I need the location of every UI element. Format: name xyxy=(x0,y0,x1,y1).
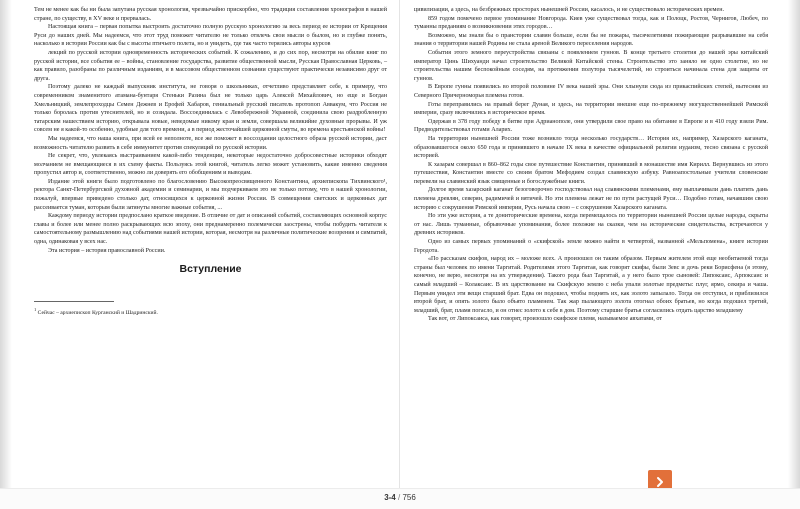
paragraph: Настоящая книга – первая попытка выстроить достаточно полную русскую хронологию за весь период ее истории от Крещения Руси до наших дней. Мы надеемся, что этот труд поможет читателю не только отвлечь свои мысли о былом, но и глубже понять, насколько в истории России как бы с высоты птичьего полета, но и увидеть, где так часто терялись авторы курсов xyxy=(34,24,387,48)
page-counter xyxy=(0,493,800,502)
paragraph: 859 годом помечено первое упоминание Новгорода. Киев уже существовал тогда, как и Полоцк, Ростов, Чернигов, Любеч, по туманны преданиям о возникновении этих городов… xyxy=(414,15,768,31)
paragraph: Издание этой книги было подготовлено по благословению Высокопреосвященного Константина, архиепископа Тихвинского¹, ректора Санкт-Петербургской духовной академии и семинарии, и мы подчеркиваем это не только потому, что в нашей хронологии, пожалуй, впервые приведено столько дат, относящихся к церковной жизни России. В совмещении светских и церковных дат рассеивается туман, которым были затянуты многие важные события, ... xyxy=(34,178,387,211)
paragraph: Поэтому далеко не каждый выпускник института, не говоря о школьниках, отчетливо представляет себе, к примеру, что современником знаменитого атамана-бунтаря Стеньки Разина был не только царь Алексей Михайлович, но еще и Богдан Хмельницкий, землепроходцы Семен Дежнев и Ерофей Хабаров, гениальный русский писатель протопоп Аввакум, что Россия не только боролась против утеснителей, но и созидала. Воссоединилась с Левобережной Украиной, соединила свою раздробленную татарским нашествием историю, открывала новые, неведомые никому края и земли, совершала великийие духовные прорывы. И уж совсем не я какой-то особенно, удобные для того времени, а в период жесточайшей церковной смуты, во времена крестьянской войны! xyxy=(34,84,387,134)
total-pages: 756 xyxy=(402,493,416,502)
left-page-edge xyxy=(0,0,12,488)
chevron-right-icon xyxy=(654,476,666,488)
right-page xyxy=(400,0,800,488)
paragraph: Готы переправились на правый берег Дуная, и здесь, на территории внешне еще по-прежнему могущественнейшей Римской империи, сразу включились в историческое время. xyxy=(414,101,768,117)
footnote-divider xyxy=(34,301,114,302)
paragraph: Мы надеемся, что наша книга, при всей ее неполноте, все же поможет в воссоздании целостного образа русской истории, даст возможность читателю развить в себе иммунитет против спекуляций по русской истории. xyxy=(34,135,387,151)
paragraph: лекций по русской истории одновременность исторических событий. К сожалению, и до сих пор, несмотря на обилие книг по русской истории, все события ее – войны, становление государства, развитие общественной мысли, Русская Православная Церковь, – как правило, разобраны по различным изданиям, и в массовом общественном сознании существуют практически независимо друг от друга. xyxy=(34,49,387,82)
paragraph: К хазарам совершал в 860–862 годы свое путешествие Константин, принявший в монашестве имя Кирилл. Вернувшись из этого путешествия, Константин вместе со своим братом Мефодием создал славянскую азбуку. Равноапостольные учители словенские перевели на славянский язык священные и богослужебные книги. xyxy=(414,161,768,185)
paragraph: Так вот, от Липоксаиса, как говорят, произошло скифское племя, называемое авхатами, от xyxy=(428,316,663,323)
footnote-marker: 1 xyxy=(34,307,37,313)
paragraph: Одно из самых первых упоминаний о «скифской» земле можно найти в четвертой, названной «Мельпомена», книге истории Геродота. xyxy=(414,239,768,254)
paragraph: Но эти уже история, а те дониторические времена, когда перемещалось по территории нынешней России целые народы, скрыты от нас. Лишь туманные, обрывочные упоминания, более похожие на сказки, чем на исторические свидетельства, встречаются у древних историков. xyxy=(414,213,768,237)
paragraph: Одержав в 378 году победу в битве при Адрианополе, они утвердили свое право на обитание в Европе и в 410 году взяли Рим. Предводительствовал готами Аларих. xyxy=(414,118,768,134)
page-separator: / xyxy=(397,493,401,502)
paragraph: События этого земного переустройства связаны с появлением гуннов. В конце третьего столетия до нашей эры китайский император Цинь Шихуанди начал строительство Великой Китайской стены. Строительство это заняло не одно столетие, но не строительства нашим беспокойным соседям, на протяжении полутора тысячелетий, но строиться начинала стена для защиты от гуннов. xyxy=(414,49,768,82)
paragraph: Эта история – история православной России. xyxy=(48,247,166,254)
section-heading: Вступление xyxy=(179,263,242,276)
paragraph: В Европе гунны появились во второй половине IV века нашей эры. Они хлынули сюда из прикаспийских степей, вытесняя из Северного Причерноморья племена готов. xyxy=(414,84,768,99)
paragraph: Возможно, мы знали бы о пранстории славян больше, если бы не пожары, тысячелетиями пожирающие разрывавшие на себя знания о территории нашей Родины не стала ареной Великого переселения народов. xyxy=(414,32,768,48)
paragraph: цивилизации, а здесь, на безбрежных просторах нынешней России, касалось, и не существовало исторических времен. xyxy=(414,7,725,13)
paragraph: «По рассказам скифов, народ их – моложе всех. А произошел он таким образом. Первым жителем этой еще необитаемой тогда страны был человек по имени Таргитай. Родителями этого Таргитая, как говорят скифы, были Зевс и дочь реки Борисфена (я этому, конечно, не верю, несмотря на их утверждения). Такого рода был Таргитай, а у него было трое сыновей: Липоксаис, Арпоксаис и самый младший – Колаксаис. В их царствование на Скифскую землю с неба упали золотые предметы: плуг, ярмо, секира и чаша. Первым увидел эти вещи старший брат. Едва он подошел, чтобы поднять их, как золото запылало. Тогда он отступил, и приблизился второй брат, и опять золото было объято пламенем. Так жар пылающего золота отогнал обоих братьев, но когда подошел третий, младший, брат, пламя погасло, и он отнес золото к себе в дом. Поэтому старшие братья согласились отдать царство младшему xyxy=(414,256,768,314)
paragraph: Не секрет, что, увлекаясь выстраиванием какой-либо тенденции, некоторые недостаточно добросовестные историки обходят молчанием не вмещающиеся в их схему факты. Пользуясь этой книгой, читатель легко может установить, какие именно сведения пропустил автор и, соответственно, можно ли доверять его обобщениям и выводам. xyxy=(34,153,387,177)
right-page-edge xyxy=(788,0,800,488)
paragraph: На территории нынешней России тоже возникло тогда несколько государств… История их, например, Хазарского каганата, образовавшегося около 650 года и принявшего в начале IX века в качестве официальной религии иудаизм, тесно связана с русской историей. xyxy=(414,135,768,160)
paragraph: Каждому периоду истории предпослано краткое введение. В отличие от дат и описаний событий, составляющих основной корпус главы и более или менее полно раскрывающих всю эпоху, они преднамеренно полемически заострены, чтобы побудить читателя к самостоятельному размышлению над событиями нашей истории, которая, несмотря на различные политические воззрения и симпатий, одна, одинаковая у всех нас. xyxy=(34,213,387,246)
paragraph: Тем не менее как бы ни была запутана русская хронология, чрезвычайно прискорбно, что традиция составления хронографов в нашей стране, по существу, в XV веке и прервалась. xyxy=(34,7,387,22)
footnote-text: Сейчас – архиепископ Курганский и Шадринский. xyxy=(37,310,158,317)
reader-footer xyxy=(0,488,800,509)
left-page xyxy=(0,0,400,488)
current-page: 3-4 xyxy=(384,493,396,502)
footnote xyxy=(34,306,387,317)
paragraph: Долгое время хазарский каганат безоговорочно господствовал над славянскими племенами, ему выплачивали дань платить дань племена древлян, северян, радимичей и вятичей. Но эти племена лежат не по пути растущей Руси… Подобно готам, начавшим свою историю с сокрушения Римской империи, Русь начала свою – с сокрушения Хазарского каганата. xyxy=(414,187,768,211)
